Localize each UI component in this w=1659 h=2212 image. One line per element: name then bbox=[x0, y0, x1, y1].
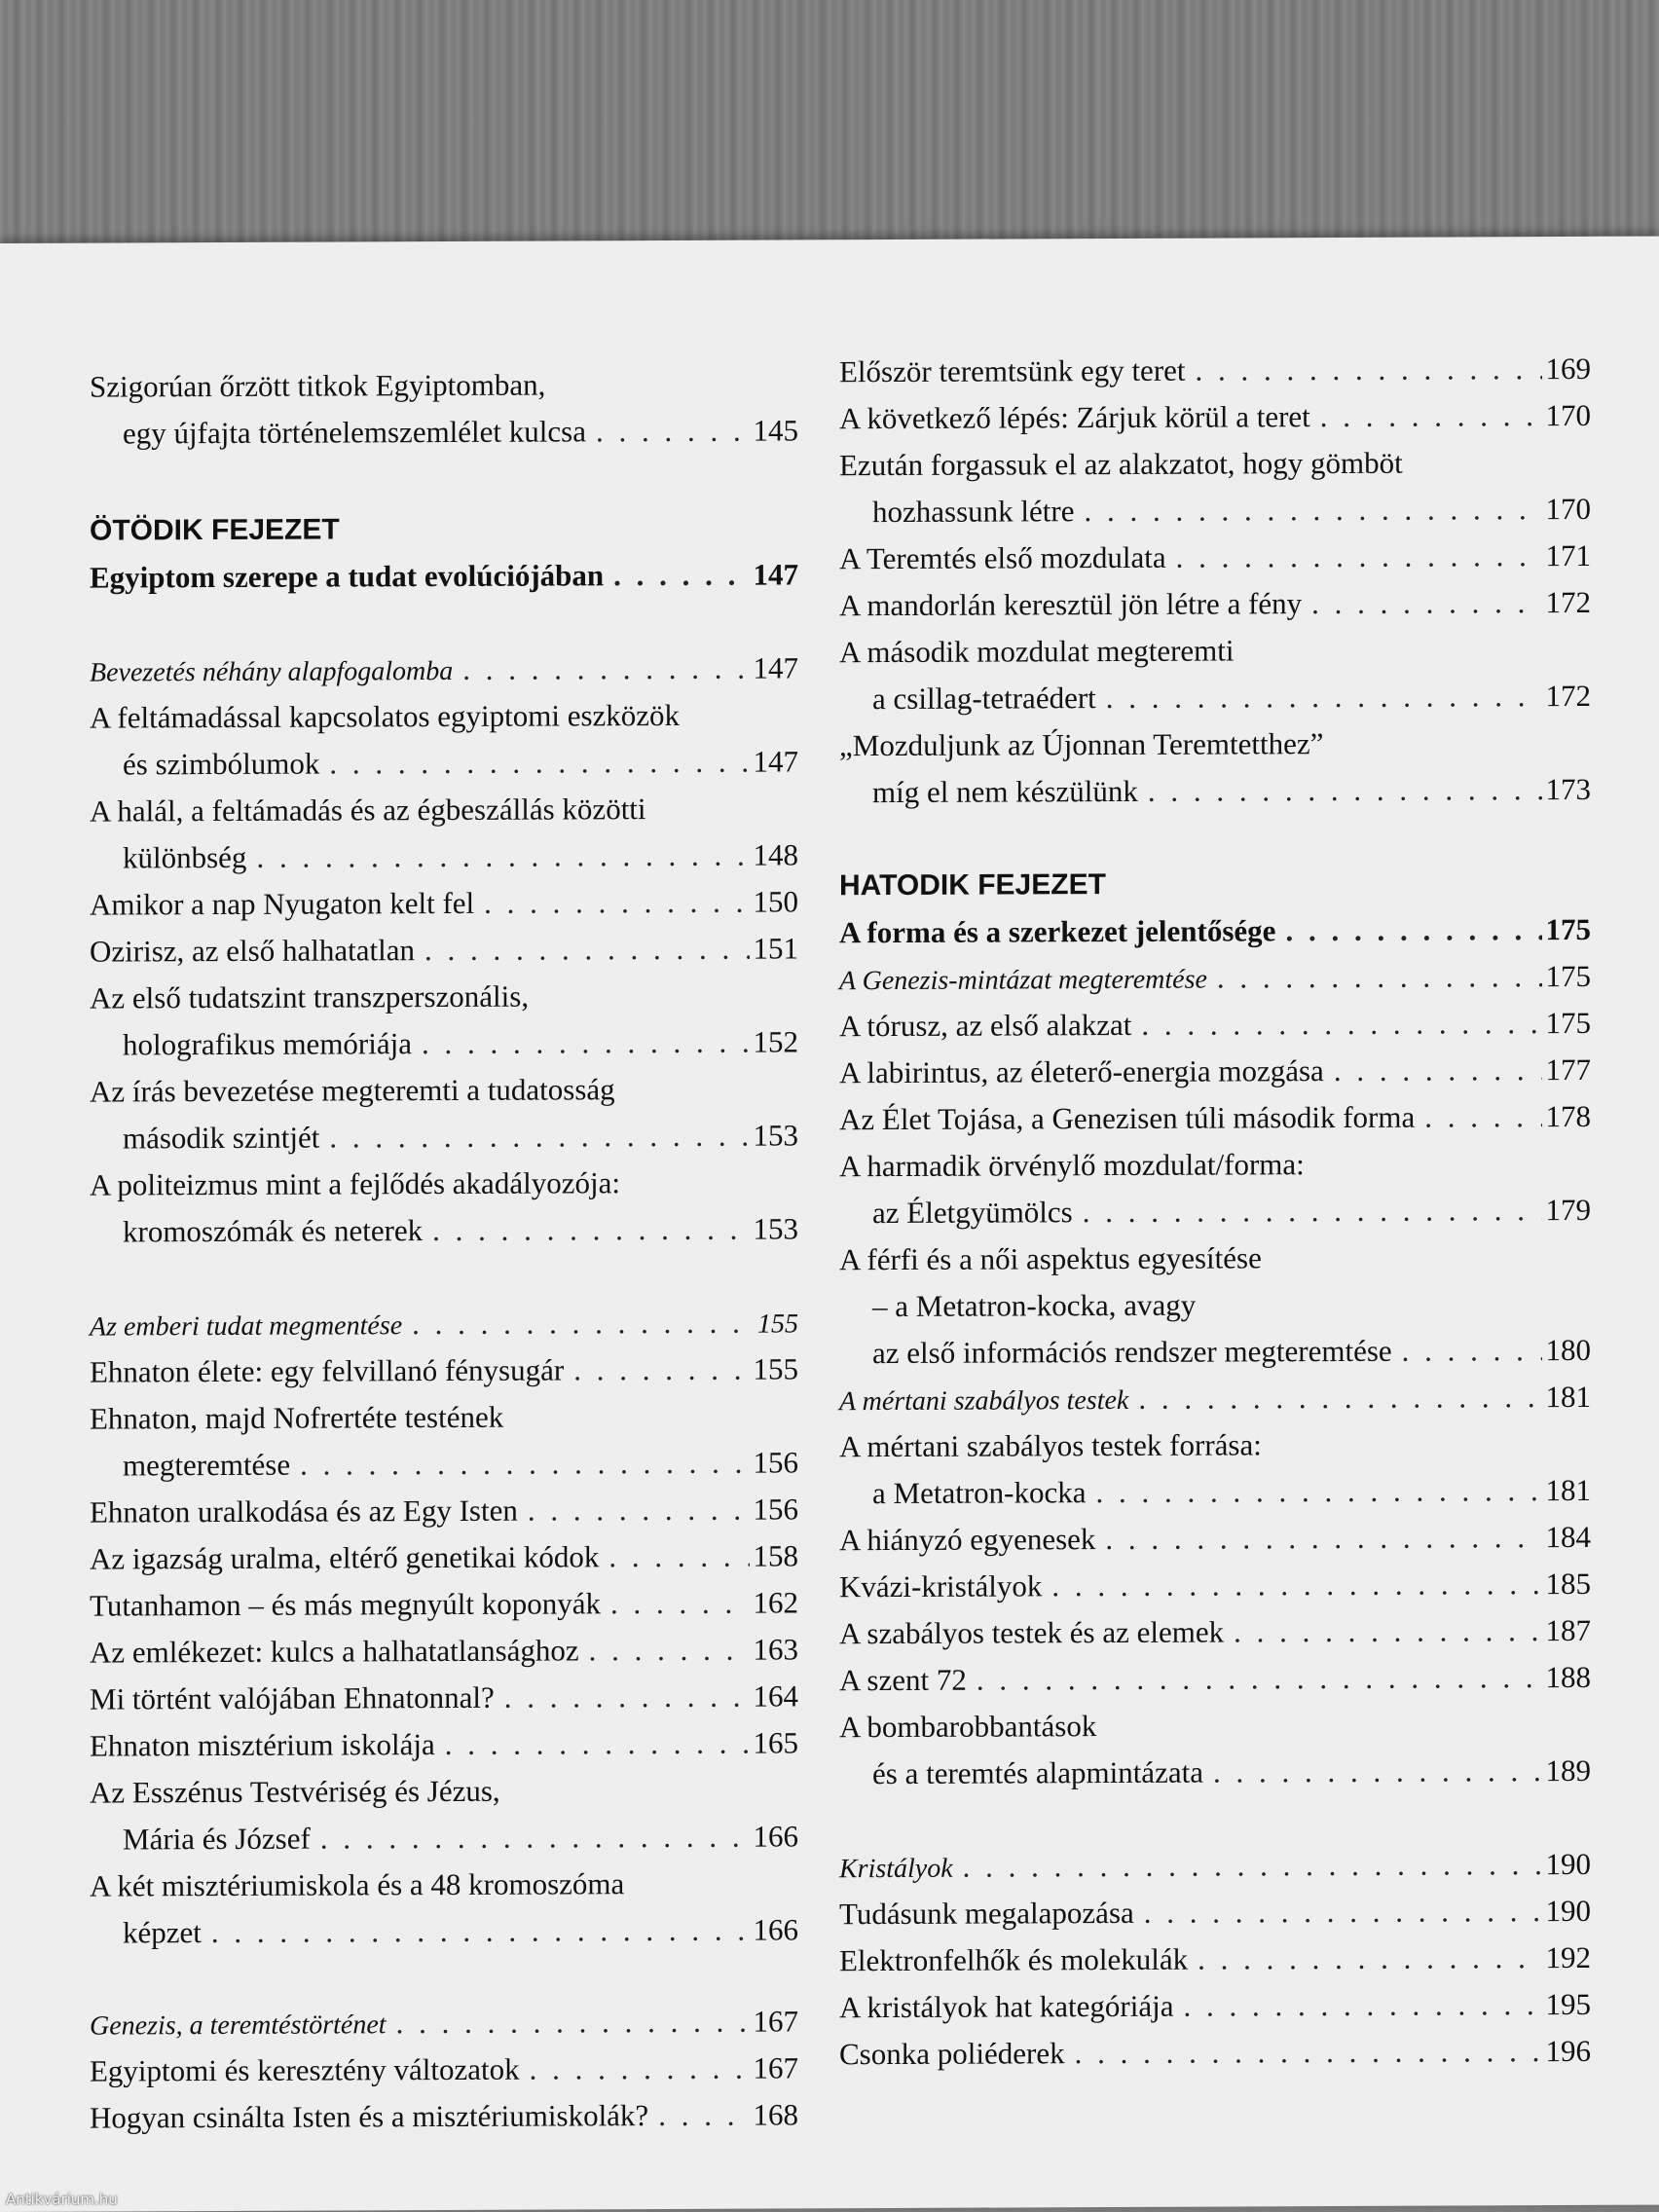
page-number: 150 bbox=[753, 884, 798, 919]
page-number: 185 bbox=[1545, 1566, 1591, 1602]
toc-entry: A Teremtés első mozdulata . . . 171 bbox=[839, 533, 1591, 582]
chapter-title: A forma és a szerkezet jelentősége . . . 175 bbox=[839, 906, 1591, 956]
toc-entry: Az igazság uralma, eltérő genetikai kódok . . . 158 bbox=[90, 1532, 798, 1582]
toc-entry: Tutanhamon – és más megnyúlt koponyák . . . 162 bbox=[90, 1579, 798, 1629]
page-number: 153 bbox=[753, 1211, 798, 1246]
toc-entry: Ehnaton, majd Nofrertéte testének megteremtése . . . 156 bbox=[90, 1392, 798, 1489]
page-number: 152 bbox=[753, 1024, 798, 1059]
page-number: 155 bbox=[757, 1309, 798, 1340]
watermark: Antikvárium.hu bbox=[6, 2191, 118, 2208]
page-number: 170 bbox=[1545, 491, 1591, 527]
toc-entry: Ehnaton misztérium iskolája . . . 165 bbox=[90, 1719, 798, 1769]
page-number: 172 bbox=[1545, 678, 1591, 714]
toc-entry: A szent 72 . . . 188 bbox=[839, 1654, 1591, 1704]
page-number: 170 bbox=[1545, 397, 1591, 433]
toc-entry: A feltámadással kapcsolatos egyiptomi eszközök és szimbólumok . . . 147 bbox=[90, 691, 798, 788]
background-surface bbox=[0, 0, 1659, 258]
page-number: 178 bbox=[1545, 1098, 1591, 1134]
toc-section: Az emberi tudat megmentése . . . 155 bbox=[90, 1299, 798, 1348]
toc-entry: A mandorlán keresztül jön létre a fény . . . 172 bbox=[839, 579, 1591, 629]
toc-entry: Az írás bevezetése megteremti a tudatosság második szintjét . . . 153 bbox=[90, 1065, 798, 1161]
toc-entry: Hogyan csinálta Isten és a misztériumiskolák? . . . 168 bbox=[90, 2091, 798, 2141]
page-number: 188 bbox=[1545, 1659, 1591, 1695]
page-number: 172 bbox=[1545, 584, 1591, 620]
chapter-label: HATODIK FEJEZET bbox=[839, 868, 1106, 903]
page-number: 147 bbox=[753, 557, 798, 592]
page-number: 196 bbox=[1545, 2033, 1591, 2069]
toc-entry: A tórusz, az első alakzat . . . 175 bbox=[839, 1000, 1591, 1050]
chapter-label: ÖTÖDIK FEJEZET bbox=[90, 513, 340, 547]
page-number: 189 bbox=[1545, 1752, 1591, 1788]
page-number: 175 bbox=[1545, 911, 1591, 947]
page-number: 167 bbox=[753, 2050, 798, 2085]
toc-entry: Kvázi-kristályok . . . 185 bbox=[839, 1561, 1591, 1610]
toc-entry: A politeizmus mint a fejlődés akadályozója: kromoszómák és neterek . . . 153 bbox=[90, 1159, 798, 1255]
toc-entry: A labirintus, az életerő-energia mozgása . . . 177 bbox=[839, 1047, 1591, 1096]
page-number: 163 bbox=[753, 1632, 798, 1667]
toc-entry: A két misztériumiskola és a 48 kromoszóma képzet . . . 166 bbox=[90, 1860, 798, 1956]
toc-entry: Az emlékezet: kulcs a halhatatlansághoz . . . 163 bbox=[90, 1626, 798, 1676]
toc-entry: Csonka poliéderek . . . 196 bbox=[839, 2028, 1591, 2078]
toc-entry: Elektronfelhők és molekulák . . . 192 bbox=[839, 1935, 1591, 1984]
toc-entry: A harmadik örvénylő mozdulat/forma: az Életgyümölcs . . . 179 bbox=[839, 1140, 1591, 1236]
page-number: 187 bbox=[1545, 1612, 1591, 1648]
toc-entry: A bombarobbantások és a teremtés alapmintázata . . . 189 bbox=[839, 1701, 1591, 1797]
toc-section: Kristályok . . . 190 bbox=[839, 1841, 1591, 1891]
page-number: 169 bbox=[1545, 350, 1591, 387]
page-number: 173 bbox=[1545, 771, 1591, 807]
page-number: 153 bbox=[753, 1118, 798, 1153]
page-number: 166 bbox=[753, 1912, 798, 1947]
page-number: 195 bbox=[1545, 1986, 1591, 2022]
toc-entry: A hiányzó egyenesek . . . 184 bbox=[839, 1514, 1591, 1564]
toc-section: Bevezetés néhány alapfogalomba . . . 147 bbox=[90, 645, 798, 694]
chapter-title: Egyiptom szerepe a tudat evolúciójában . . . 147 bbox=[90, 551, 798, 601]
page-number: 181 bbox=[1545, 1379, 1591, 1415]
page-number: 165 bbox=[753, 1725, 798, 1760]
toc-entry: A halál, a feltámadás és az égbeszállás közötti különbség . . . 148 bbox=[90, 785, 798, 881]
toc-entry: A szabályos testek és az elemek . . . 187 bbox=[839, 1607, 1591, 1657]
toc-entry: Ezután forgassuk el az alakzatot, hogy gömböt hozhassunk létre . . . 170 bbox=[839, 439, 1591, 535]
page-number: 156 bbox=[753, 1445, 798, 1480]
toc-section: A mértani szabályos testek . . . 181 bbox=[839, 1374, 1591, 1423]
toc-entry: Amikor a nap Nyugaton kelt fel . . . 150 bbox=[90, 878, 798, 928]
toc-entry: Az első tudatszint transzperszonális, holografikus memóriája . . . 152 bbox=[90, 972, 798, 1068]
toc-entry: Ehnaton uralkodása és az Egy Isten . . . 156 bbox=[90, 1486, 798, 1535]
toc-entry: A második mozdulat megteremti a csillag-tetraédert . . . 172 bbox=[839, 626, 1591, 722]
toc-section: Genezis, a teremtéstörténet . . . 167 bbox=[90, 1998, 798, 2047]
page-number: 190 bbox=[1545, 1846, 1591, 1882]
page-number: 184 bbox=[1545, 1519, 1591, 1555]
toc-entry: A következő lépés: Zárjuk körül a teret . . . 170 bbox=[839, 392, 1591, 442]
toc-entry: Szigorúan őrzött titkok Egyiptomban, egy újfajta történelemszemlélet kulcsa . . . 145 bbox=[90, 360, 798, 457]
page-number: 145 bbox=[753, 413, 798, 448]
page-number: 151 bbox=[753, 931, 798, 966]
page-number: 147 bbox=[753, 744, 798, 779]
page-number: 148 bbox=[753, 837, 798, 872]
toc-entry: „Mozduljunk az Újonnan Teremtetthez” míg el nem készülünk . . . 173 bbox=[839, 719, 1591, 816]
page-number: 164 bbox=[753, 1678, 798, 1714]
page-number: 175 bbox=[1545, 958, 1591, 994]
page-number: 192 bbox=[1545, 1939, 1591, 1975]
page-number: 167 bbox=[753, 2004, 798, 2039]
page-number: 175 bbox=[1545, 1005, 1591, 1041]
toc-entry: A mértani szabályos testek forrása: a Metatron-kocka . . . 181 bbox=[839, 1420, 1591, 1517]
toc-entry: Egyiptomi és keresztény változatok . . . 167 bbox=[90, 2045, 798, 2094]
page-number: 181 bbox=[1545, 1472, 1591, 1508]
page-number: 162 bbox=[753, 1585, 798, 1620]
page-number: 168 bbox=[753, 2097, 798, 2132]
toc-section: A Genezis-mintázat megteremtése . . . 175 bbox=[839, 953, 1591, 1003]
page-number: 190 bbox=[1545, 1893, 1591, 1929]
toc-entry: A kristályok hat kategóriája . . . 195 bbox=[839, 1981, 1591, 2031]
page-number: 177 bbox=[1545, 1051, 1591, 1088]
toc-entry: Az Élet Tojása, a Genezisen túli második forma . . . 178 bbox=[839, 1093, 1591, 1143]
page-number: 171 bbox=[1545, 537, 1591, 573]
page-number: 158 bbox=[753, 1538, 798, 1573]
page-number: 180 bbox=[1545, 1332, 1591, 1368]
toc-entry: Tudásunk megalapozása . . . 190 bbox=[839, 1888, 1591, 1937]
page-number: 156 bbox=[753, 1492, 798, 1527]
toc-entry: Először teremtsünk egy teret . . . 169 bbox=[839, 346, 1591, 395]
book-page bbox=[0, 237, 1659, 2212]
page-number: 147 bbox=[753, 650, 798, 685]
page-number: 166 bbox=[753, 1819, 798, 1854]
toc-entry: Ozirisz, az első halhatatlan . . . 151 bbox=[90, 925, 798, 975]
toc-entry: A férfi és a női aspektus egyesítése – a Metatron-kocka, avagy az első információs rendszer megteremtése . . . 180 bbox=[839, 1234, 1591, 1377]
toc-entry: Ehnaton élete: egy felvillanó fénysugár . . . 155 bbox=[90, 1346, 798, 1395]
toc-entry: Az Esszénus Testvériség és Jézus, Mária és József . . . 166 bbox=[90, 1766, 798, 1862]
page-number: 179 bbox=[1545, 1192, 1591, 1228]
page-number: 155 bbox=[753, 1351, 798, 1386]
toc-entry: Mi történt valójában Ehnatonnal? . . . 164 bbox=[90, 1673, 798, 1722]
